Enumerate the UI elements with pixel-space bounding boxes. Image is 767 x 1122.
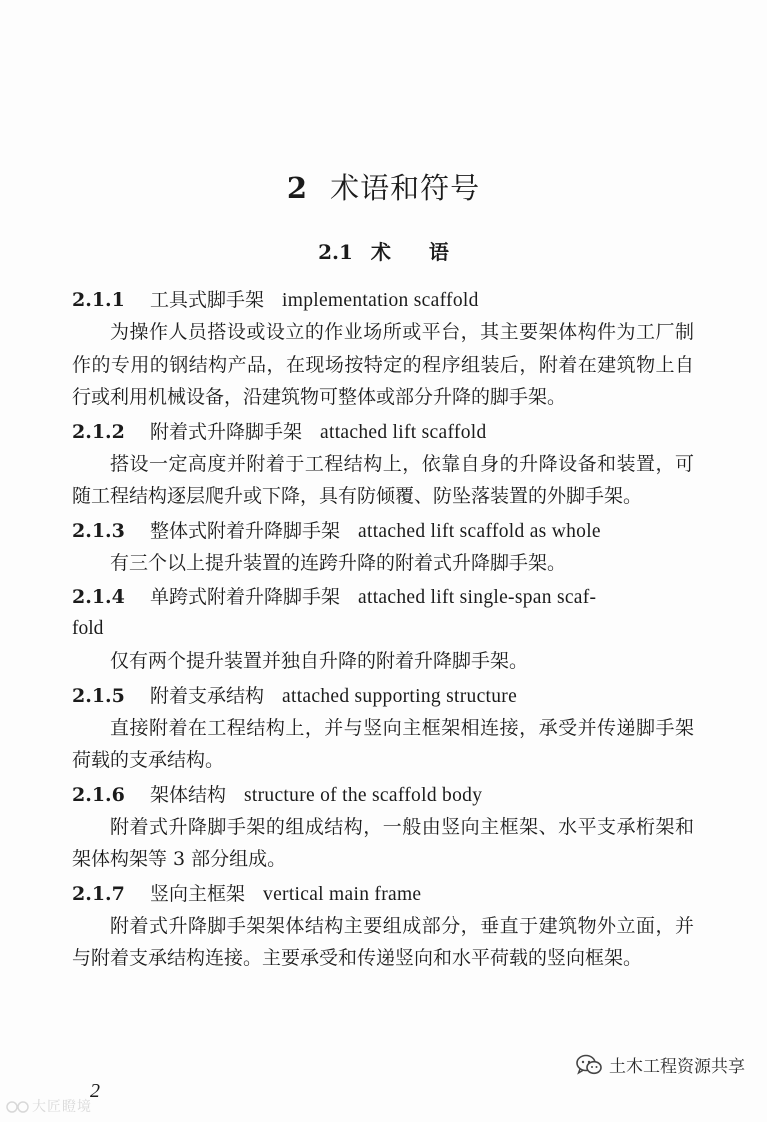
term-2-1-7 [72,878,694,975]
term-number: 2.1.2 [72,420,125,443]
term-english: attached lift scaffold [320,421,487,443]
section-number: 2.1 [318,240,353,264]
term-chinese: 架体结构 [150,783,227,806]
term-2-1-6 [72,779,694,876]
section-name-part1: 术 [370,240,391,264]
section-title [0,236,767,265]
watermark-text: 大匠瞪境 [32,1099,92,1115]
wechat-icon [575,1053,603,1077]
term-number: 2.1.6 [72,783,125,806]
term-2-1-1 [72,284,694,414]
term-number: 2.1.5 [72,684,125,707]
term-english: attached lift single-span scaf- [358,587,597,608]
term-definition: 搭设一定高度并附着于工程结构上，依靠自身的升降设备和装置，可随工程结构逐层爬升或下降，具有防倾覆、防坠落装置的外脚手架。 [72,452,694,507]
term-english: structure of the scaffold body [244,784,483,806]
term-chinese: 竖向主框架 [150,882,246,905]
term-english: attached supporting structure [282,685,518,707]
term-chinese: 附着支承结构 [150,684,265,707]
term-english: attached lift scaffold as whole [358,520,601,542]
page-number: 2 [90,1080,100,1102]
wechat-account-name: 土木工程资源共享 [609,1057,745,1077]
term-chinese: 工具式脚手架 [150,289,265,311]
term-definition: 仅有两个提升装置并独自升降的附着升降脚手架。 [110,650,529,672]
chapter-number: 2 [286,171,309,205]
term-definition: 有三个以上提升装置的连跨升降的附着式升降脚手架。 [110,551,567,574]
terms-list [72,284,694,977]
term-definition: 为操作人员搭设或设立的作业场所或平台，其主要架体构件为工厂制作的专用的钢结构产品，在现场按特定的程序组装后，附着在建筑物上自行或利用机械设备，沿建筑物可整体或部分升降的脚手架。 [72,321,694,408]
term-2-1-4 [72,581,694,678]
chapter-title [0,166,767,207]
watermark-logo-icon [6,1100,32,1114]
wechat-account-badge [575,1052,745,1077]
term-definition: 附着式升降脚手架的组成结构，一般由竖向主框架、水平支承桁架和架体构架等 3 部分组成。 [72,815,694,870]
term-number: 2.1.3 [72,519,125,542]
term-chinese: 整体式附着升降脚手架 [150,519,341,542]
term-english: implementation scaffold [282,290,479,311]
term-chinese: 附着式升降脚手架 [150,420,303,443]
term-2-1-5 [72,680,694,777]
term-number: 2.1.4 [72,586,125,608]
term-chinese: 单跨式附着升降脚手架 [150,586,341,608]
term-definition: 附着式升降脚手架架体结构主要组成部分，垂直于建筑物外立面，并与附着支承结构连接。主要承受和传递竖向和水平荷载的竖向框架。 [72,914,694,969]
term-number: 2.1.1 [72,289,125,311]
watermark [6,1096,92,1116]
chapter-name: 术语和符号 [330,171,481,205]
term-english-continuation: fold [72,618,104,639]
term-2-1-2 [72,416,694,513]
term-english: vertical main frame [263,883,422,905]
term-definition: 直接附着在工程结构上，并与竖向主框架相连接，承受并传递脚手架荷载的支承结构。 [72,716,694,771]
term-2-1-3 [72,515,694,580]
section-name-part2: 语 [428,240,449,264]
term-number: 2.1.7 [72,882,125,905]
